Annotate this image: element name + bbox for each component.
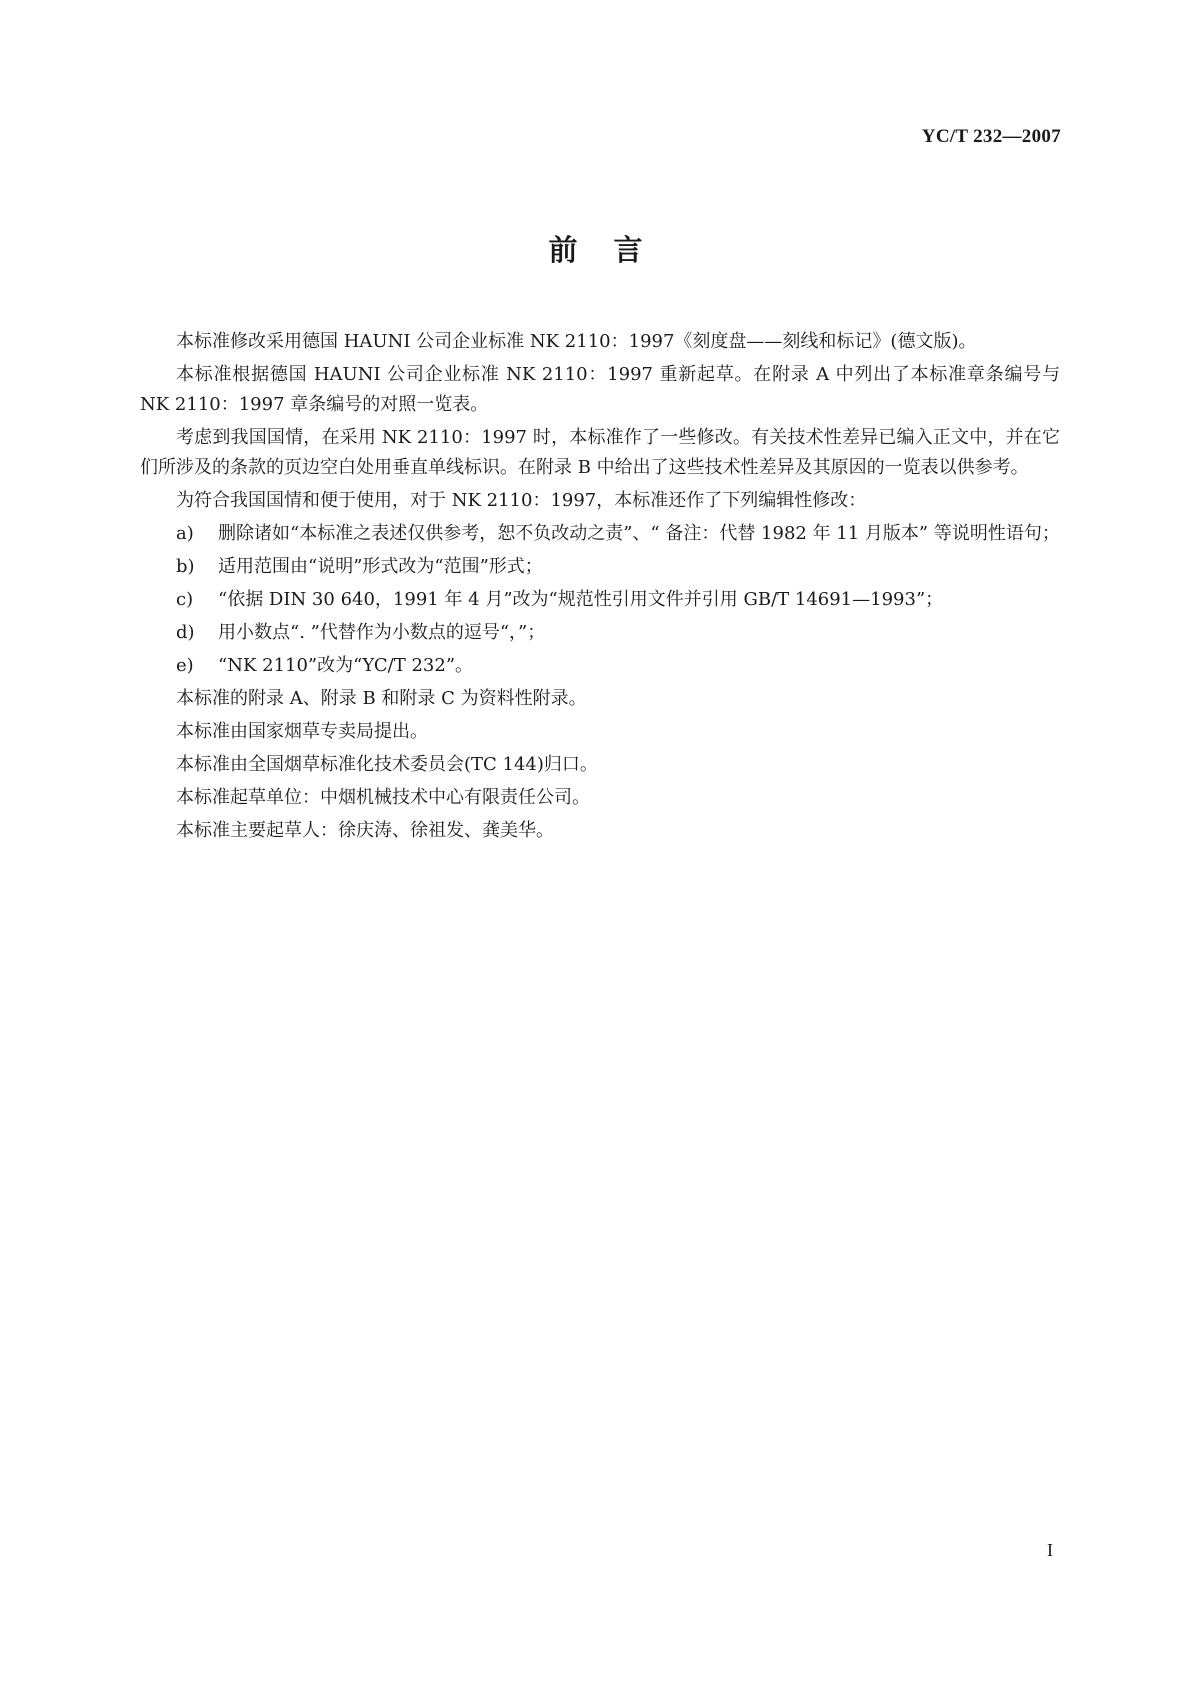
list-item-text: “依据 DIN 30 640，1991 年 4 月”改为“规范性引用文件并引用 GB/T 14691—1993”； xyxy=(218,589,944,610)
foreword-body xyxy=(140,327,1060,849)
list-item-label: a) xyxy=(176,523,194,544)
list-item-text: 适用范围由“说明”形式改为“范围”形式； xyxy=(218,556,543,577)
list-item xyxy=(176,651,1060,681)
list-item-text: 用小数点“. ”代替作为小数点的逗号“，”； xyxy=(218,622,546,643)
paragraph: 本标准主要起草人：徐庆涛、徐祖发、龚美华。 xyxy=(176,820,554,841)
list-item-label: e) xyxy=(176,655,194,676)
paragraph: 本标准根据德国 HAUNI 公司企业标准 NK 2110：1997 重新起草。在附录 A 中列出了本标准章条编号与 NK 2110：1997 章条编号的对照一览表。 xyxy=(140,364,1060,415)
list-item-text: 删除诸如“本标准之表述仅供参考，恕不负改动之责”、“ 备注：代替 1982 年 11 月版本” 等说明性语句； xyxy=(218,523,1060,544)
paragraph: 本标准由国家烟草专卖局提出。 xyxy=(176,721,428,742)
page-title: 前言 xyxy=(548,233,679,267)
page-number: I xyxy=(1047,1540,1053,1560)
list-item-text: “NK 2110”改为“YC/T 232”。 xyxy=(218,655,474,676)
list-item xyxy=(176,552,1060,582)
list-item xyxy=(176,519,1060,549)
paragraph: 考虑到我国国情，在采用 NK 2110：1997 时，本标准作了一些修改。有关技术性差异已编入正文中，并在它们所涉及的条款的页边空白处用垂直单线标识。在附录 B 中给出了这些技术性差异及其原因的一览表以供参考。 xyxy=(140,427,1060,478)
paragraph: 本标准修改采用德国 HAUNI 公司企业标准 NK 2110：1997《刻度盘——刻线和标记》(德文版)。 xyxy=(176,331,977,352)
list-item-label: b) xyxy=(176,556,195,577)
standard-code: YC/T 232—2007 xyxy=(921,126,1061,147)
paragraph: 本标准起草单位：中烟机械技术中心有限责任公司。 xyxy=(176,787,590,808)
list-item xyxy=(176,585,1060,615)
list-item-label: d) xyxy=(176,622,195,643)
paragraph: 本标准由全国烟草标准化技术委员会(TC 144)归口。 xyxy=(176,754,598,775)
list-item-label: c) xyxy=(176,589,194,610)
paragraph: 本标准的附录 A、附录 B 和附录 C 为资料性附录。 xyxy=(176,688,587,709)
paragraph: 为符合我国国情和便于使用，对于 NK 2110：1997，本标准还作了下列编辑性修改： xyxy=(176,490,867,511)
list-item xyxy=(176,618,1060,648)
